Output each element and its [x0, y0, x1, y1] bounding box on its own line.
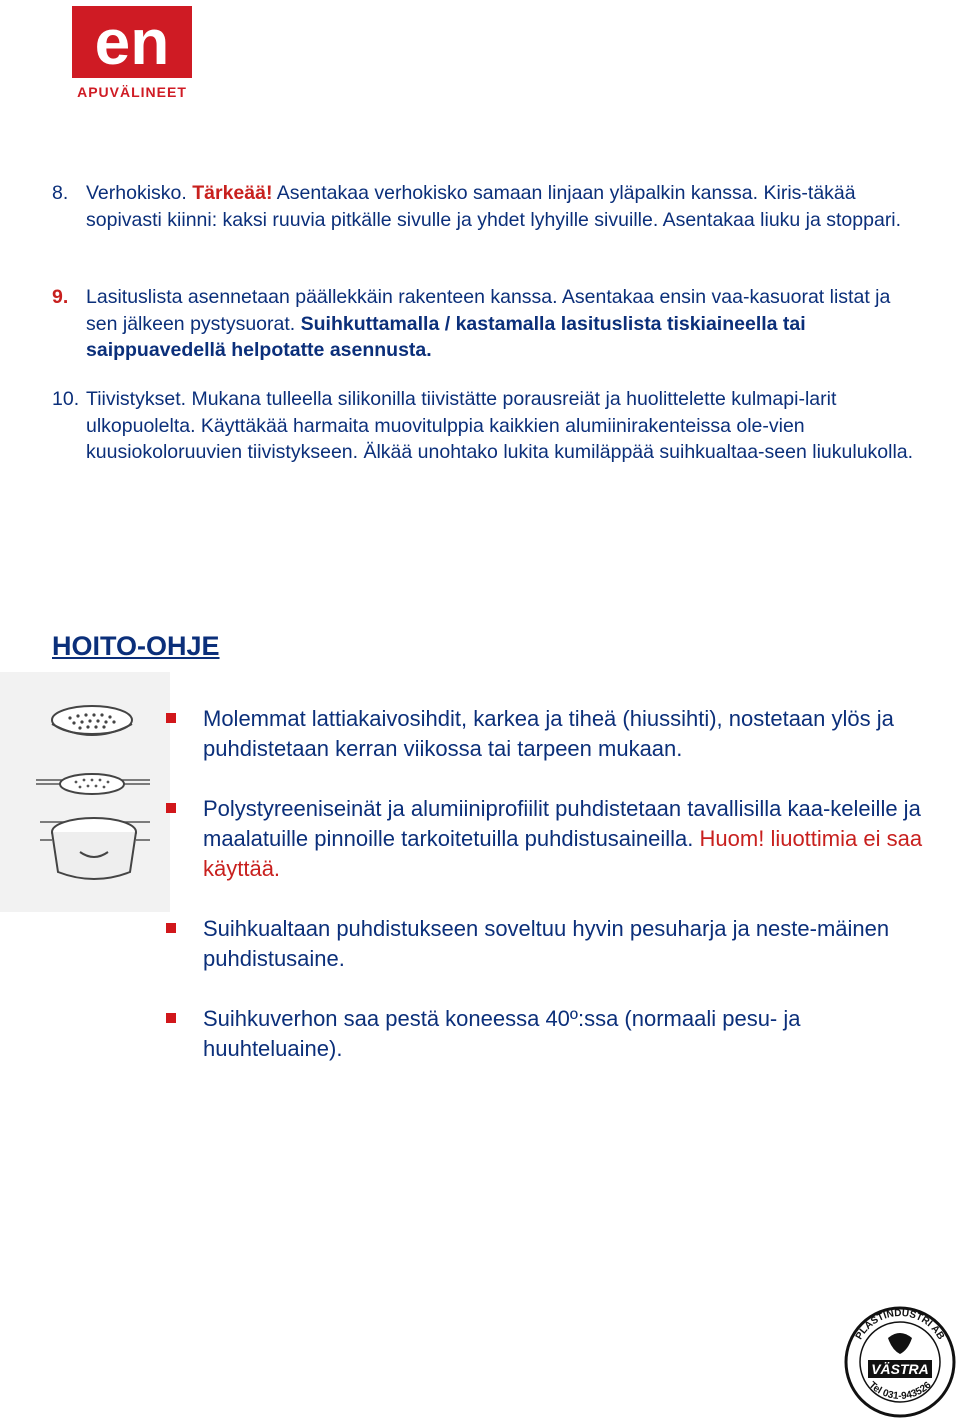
logo-letters: en: [94, 6, 170, 78]
item-title: Tiivistykset.: [86, 388, 187, 410]
item-number: 10.: [52, 388, 80, 410]
brand-logo: [72, 6, 192, 102]
item-title: Verhokisko.: [86, 182, 187, 204]
item-text: Asentakaa verhokisko samaan linjaan yläpalkin kanssa. Kiris-täkää sopivasti kiinni: kaksi ruuvia pitkälle sivulle ja yhdet lyhyille sivuille. Asentakaa liuku ja stoppari.: [86, 182, 902, 231]
instruction-item-10: [52, 386, 924, 466]
bullet-warning: Huom! liuottimia ei saa käyttää.: [203, 826, 923, 881]
care-heading: HOITO-OHJE: [52, 631, 220, 661]
instruction-item-8: [52, 180, 924, 233]
logo-caption: APUVÄLINEET: [77, 84, 187, 100]
care-bullet-1: [166, 704, 946, 764]
care-bullet-3: [166, 914, 946, 974]
item-bold-text: Suihkuttamalla / kastamalla lasituslista tiskiaineella tai saippuavedellä helpotatte asennusta.: [86, 312, 806, 361]
item-emphasis: Tärkeää!: [192, 182, 273, 204]
bullet-square-icon: [166, 923, 176, 933]
bullet-square-icon: [166, 1013, 176, 1023]
item-number: 9.: [52, 286, 69, 308]
care-bullet-4: [166, 1004, 946, 1064]
stamp-top-text: PLASTINDUSTRI AB: [853, 1307, 947, 1342]
item-number: 8.: [52, 182, 69, 204]
bullet-text: Polystyreeniseinät ja alumiiniprofiilit puhdistetaan tavallisilla kaa-keleille ja maalatuille pinnoille tarkoitetuilla puhdistusaineilla.: [203, 796, 921, 851]
bullet-text: Molemmat lattiakaivosihdit, karkea ja tiheä (hiussihti), nostetaan ylös ja puhdistetaan kerran viikossa tai tarpeen mukaan.: [203, 706, 894, 761]
drain-sieve-illustration: [0, 672, 170, 912]
instruction-item-9: [52, 284, 924, 364]
bullet-text: Suihkualtaan puhdistukseen soveltuu hyvin pesuharja ja neste-mäinen puhdistusaine.: [203, 916, 890, 971]
stamp-middle-text: VÄSTRA: [871, 1361, 929, 1377]
bullet-square-icon: [166, 803, 176, 813]
item-text: Mukana tulleella silikonilla tiivistätte porausreiät ja huolittelette kulmapi-larit ulkopuolelta. Käyttäkää harmaita muovitulppia kaikkien alumiinirakenteissa ole-vien kuusiokoloruuvien tiivistykseen. Älkää unohtako lukita kumiläppää suihkualtaa-seen liukulukolla.: [86, 388, 914, 463]
logo-mark: [72, 6, 192, 86]
care-bullet-2: [166, 794, 946, 884]
stamp-bottom-text: Tel 031-943526: [866, 1379, 934, 1402]
bullet-text: Suihkuverhon saa pestä koneessa 40º:ssa (normaali pesu- ja huuhteluaine).: [203, 1006, 801, 1061]
item-text: Lasituslista asennetaan päällekkäin rakenteen kanssa. Asentakaa ensin vaa-kasuorat listat ja sen jälkeen pystysuorat.: [86, 286, 891, 335]
bullet-square-icon: [166, 713, 176, 723]
plastindustri-stamp-logo: [842, 1298, 958, 1420]
